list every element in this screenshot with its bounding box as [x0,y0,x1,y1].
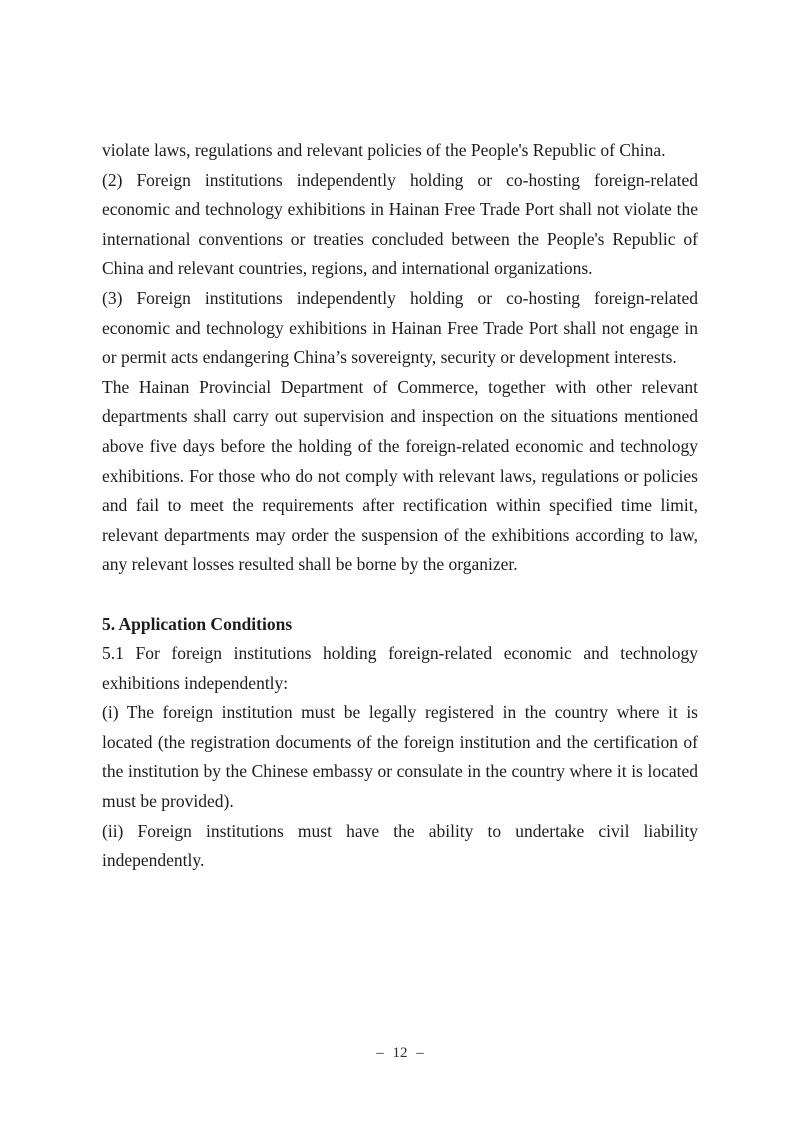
paragraph-5-1: 5.1 For foreign institutions holding foreign-related economic and technology exhibitions independently: [102,643,698,693]
paragraph-continuation: violate laws, regulations and relevant policies of the People's Republic of China. [102,140,666,160]
paragraph-condition-ii: (ii) Foreign institutions must have the ability to undertake civil liability independently. [102,820,698,871]
page-body-text [102,136,698,876]
paragraph-supervision: The Hainan Provincial Department of Commerce, together with other relevant departments shall carry out supervision and inspection on the situations mentioned above five days before the holding of the foreign-related economic and technology exhibitions. For those who do not comply with relevant laws, regulations or policies and fail to meet the requirements after rectification within specified time limit, relevant departments may order the suspension of the exhibitions according to law, any relevant losses resulted shall be borne by the organizer. [102,376,698,575]
paragraph-condition-i: (i) The foreign institution must be legally registered in the country where it is located (the registration documents of the foreign institution and the certification of the institution by the Chinese embassy or consulate in the country where it is located must be provided). [102,702,698,812]
paragraph-item-3: (3) Foreign institutions independently holding or co-hosting foreign-related economic and technology exhibitions in Hainan Free Trade Port shall not engage in or permit acts endangering China’s sovereignty, security or development interests. [102,287,698,368]
page-number: – 12 – [376,1045,424,1061]
paragraph-item-2: (2) Foreign institutions independently holding or co-hosting foreign-related economic and technology exhibitions in Hainan Free Trade Port shall not violate the international conventions or treaties concluded between the People's Republic of China and relevant countries, regions, and international organizations. [102,169,698,279]
section-heading-application-conditions: 5. Application Conditions [102,613,293,634]
